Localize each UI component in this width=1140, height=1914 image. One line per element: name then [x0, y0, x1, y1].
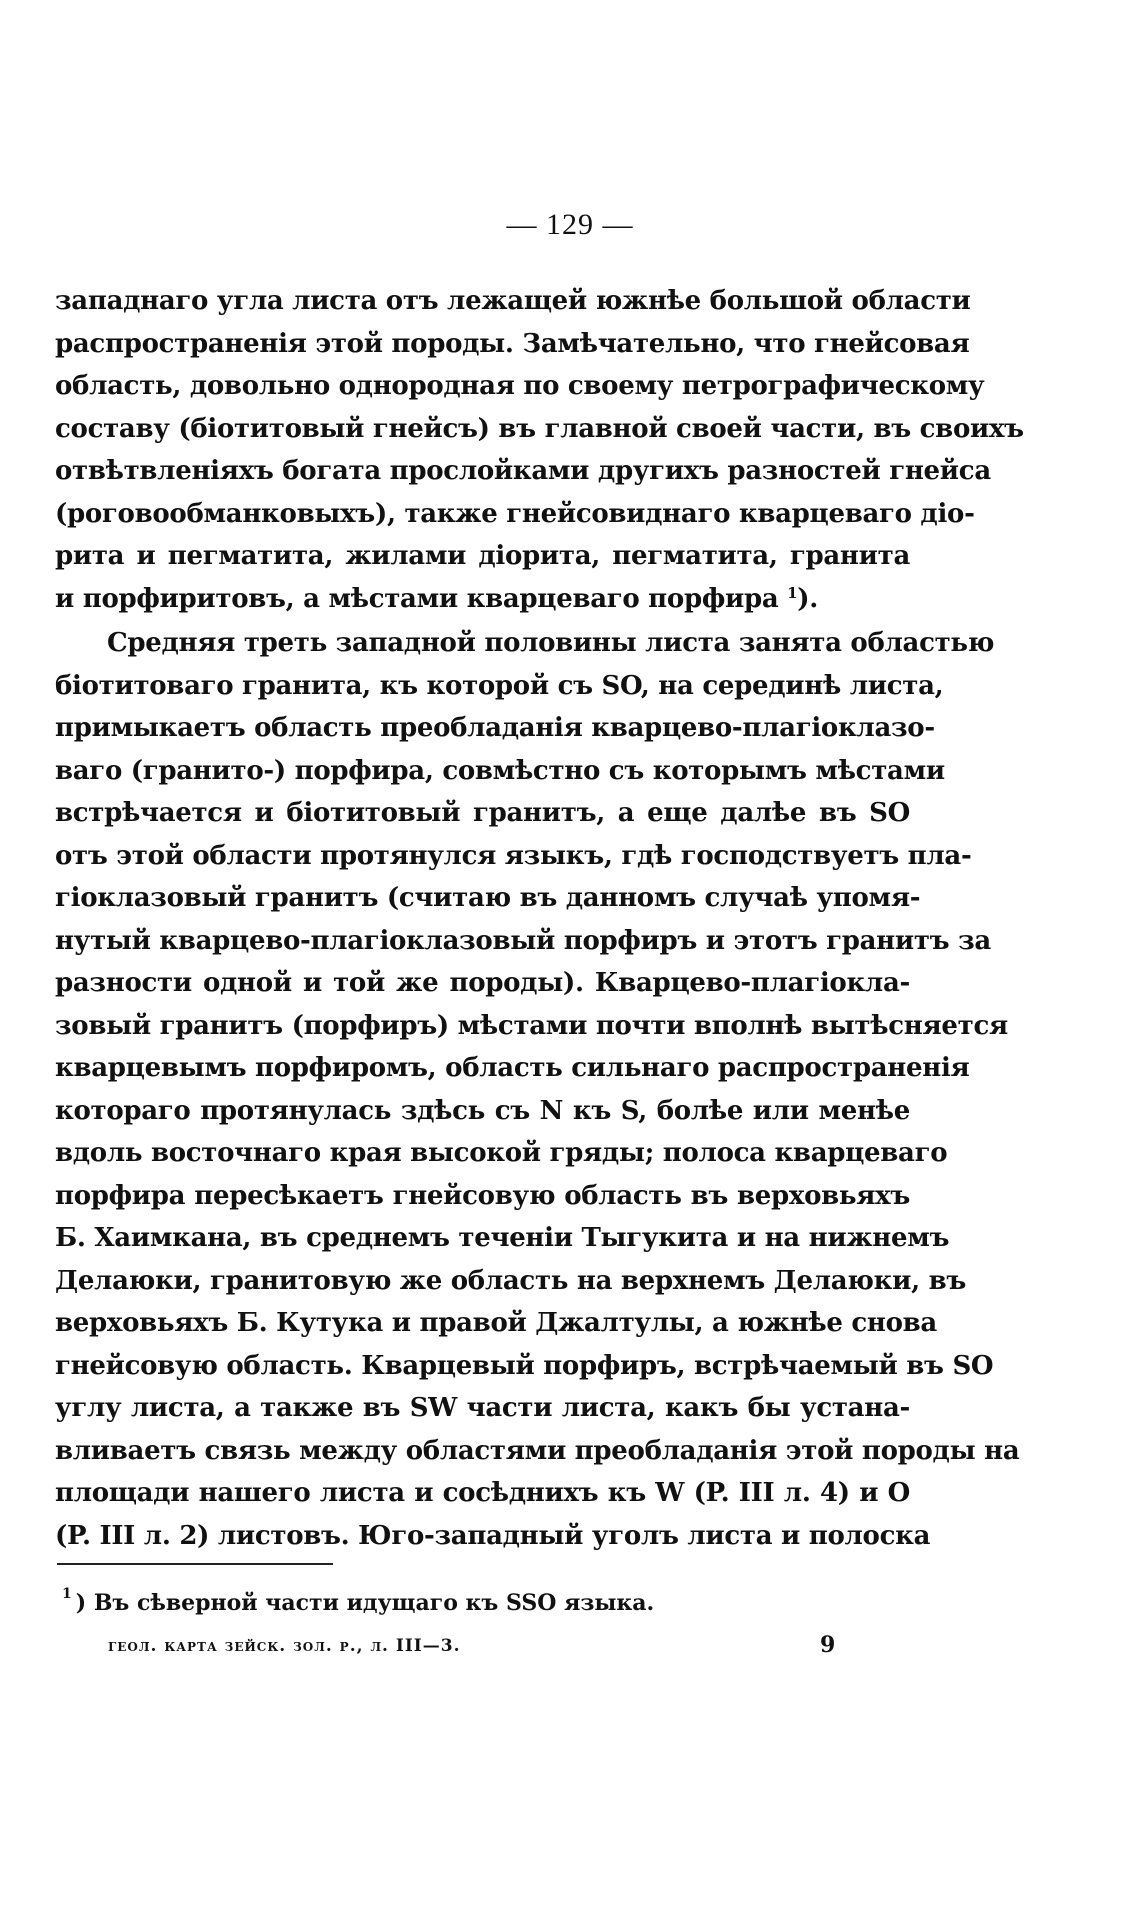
paragraph-2 [55, 622, 1020, 1557]
text-line: примыкаетъ область преобладанія кварцево-плагіоклазо- [55, 713, 935, 743]
text-line: вдоль восточнаго края высокой гряды; полоса кварцеваго [55, 1138, 948, 1168]
text-line: область, довольно однородная по своему петрографическому [55, 371, 985, 401]
text-line [55, 578, 910, 621]
text-line: Б. Хаимкана, въ среднемъ теченіи Тыгукита и на нижнемъ [55, 1223, 950, 1253]
text-line: гнейсовую область. Кварцевый порфиръ, встрѣчаемый въ SO [55, 1350, 994, 1381]
text-line: отвѣтвленіяхъ богата прослойками другихъ разностей гнейса [55, 456, 991, 486]
footnote-reference: 1 [787, 583, 798, 602]
text-line: западнаго угла листа отъ лежащей южнѣе большой области [55, 286, 971, 316]
text-line: зовый гранитъ (порфиръ) мѣстами почти вполнѣ вытѣсняется [55, 1010, 1008, 1041]
text-line: Делаюки, гранитовую же область на верхнемъ Делаюки, въ [55, 1265, 967, 1296]
text-line: ваго (гранито-) порфира, совмѣстно съ которымъ мѣстами [55, 755, 945, 786]
printer-signature: геол. карта зейск. зол. р., л. III—3. [108, 1636, 461, 1656]
text-line: (P. III л. 2) листовъ. Юго-западный уголъ листа и полоска [55, 1520, 931, 1551]
text-line: составу (біотитовый гнейсъ) въ главной своей части, въ своихъ [55, 413, 1024, 444]
text-line: встрѣчается и біотитовый гранитъ, а еще далѣе въ SO [55, 798, 910, 828]
text-line: котораго протянулась здѣсь съ N къ S, болѣе или менѣе [55, 1095, 910, 1126]
text-line: верховьяхъ Б. Кутука и правой Джалтулы, а южнѣе снова [55, 1308, 937, 1338]
footnote [62, 1586, 655, 1616]
text-line: порфира пересѣкаетъ гнейсовую область въ верховьяхъ [55, 1180, 910, 1211]
page-number: — 129 — [506, 208, 634, 241]
paragraph-1 [55, 280, 1024, 620]
text-line-end: ). [797, 583, 819, 614]
text-line: углу листа, а также въ SW части листа, какъ бы устана- [55, 1393, 910, 1423]
text-line: нутый кварцево-плагіоклазовый порфиръ и этотъ гранитъ за [55, 925, 991, 956]
text-line: (роговообманковыхъ), также гнейсовиднаго кварцеваго діо- [55, 498, 975, 529]
text-line: кварцевымъ порфиромъ, область сильнаго распространенія [55, 1053, 970, 1083]
footnote-text: ) Въ сѣверной части идущаго къ SSO языка. [75, 1590, 655, 1616]
text-line: гіоклазовый гранитъ (считаю въ данномъ случаѣ упомя- [55, 883, 921, 913]
body-text [55, 280, 1024, 1557]
sheet-number: 9 [820, 1632, 836, 1658]
text-line: отъ этой области протянулся языкъ, гдѣ господствуетъ пла- [55, 840, 972, 871]
footnote-divider [57, 1563, 333, 1565]
text-line: рита и пегматита, жилами діорита, пегматита, гранита [55, 541, 910, 571]
text-line: площади нашего листа и сосѣднихъ къ W (P. III л. 4) и O [55, 1478, 910, 1508]
text-line: распространенія этой породы. Замѣчательно, что гнейсовая [55, 328, 970, 359]
text-line: вливаетъ связь между областями преобладанія этой породы на [55, 1435, 1020, 1466]
text-line: разности одной и той же породы). Кварцево-плагіокла- [55, 968, 910, 998]
footnote-mark: 1 [62, 1586, 72, 1602]
text-line-content: и порфиритовъ, а мѣстами кварцеваго порфира [55, 583, 779, 614]
text-line: Средняя треть западной половины листа занята областью [107, 628, 995, 658]
text-line: біотитоваго гранита, къ которой съ SO, на серединѣ листа, [55, 670, 944, 701]
